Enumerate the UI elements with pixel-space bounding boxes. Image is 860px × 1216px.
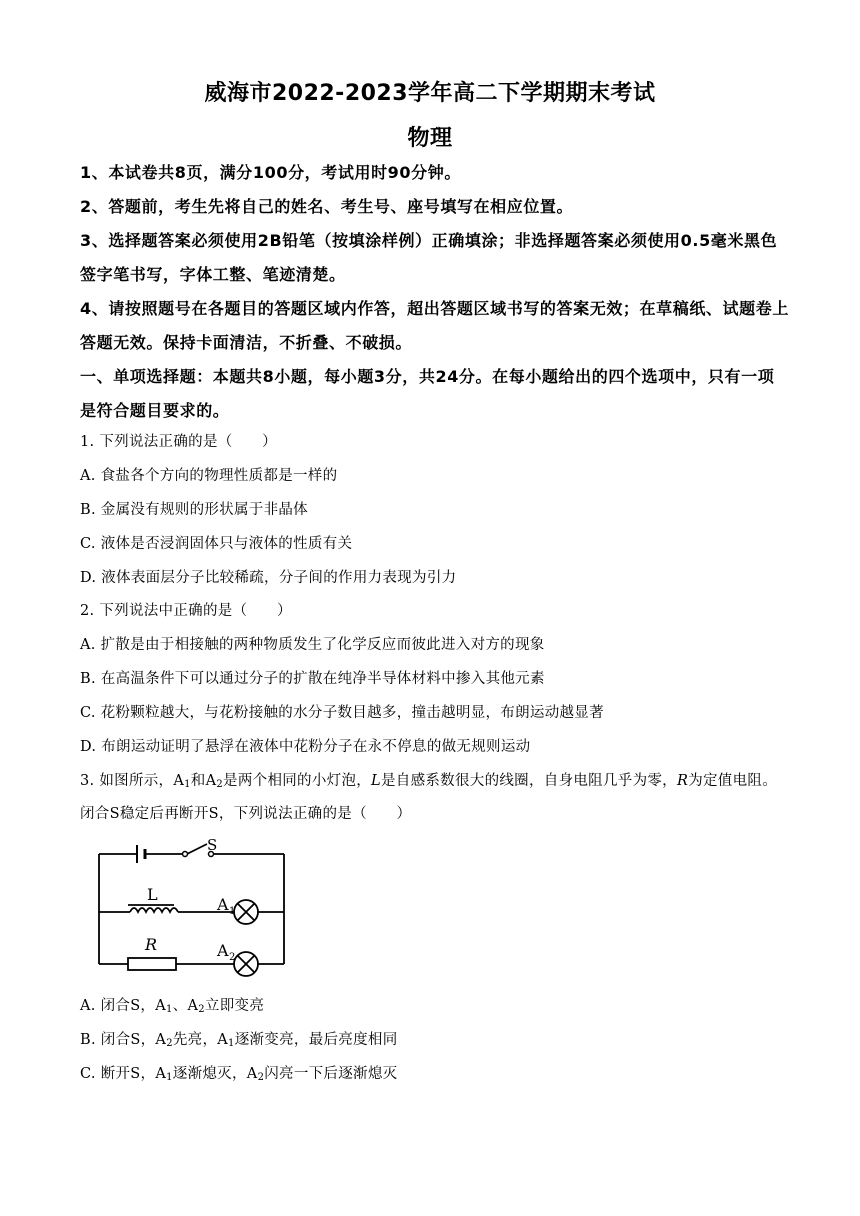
inductor-label: L xyxy=(147,885,158,904)
q2-option-b: B. 在高温条件下可以通过分子的扩散在纯净半导体材料中掺入其他元素 xyxy=(80,671,545,687)
q3-stem: 3. 如图所示，$A_1$和$A_2$是两个相同的小灯泡，L是自感系数很大的线圈，自身电阻几乎为零，R为定值电阻。 xyxy=(80,773,778,790)
q2-stem: 2. 下列说法中正确的是（ ） xyxy=(80,603,292,619)
q3-stem-line-2: 闭合S稳定后再断开S，下列说法正确的是（ ） xyxy=(80,806,412,822)
q1-option-b: B. 金属没有规则的形状属于非晶体 xyxy=(80,502,308,518)
q2-option-d: D. 布朗运动证明了悬浮在液体中花粉分子在永不停息的做无规则运动 xyxy=(80,739,531,755)
inductor-coil xyxy=(130,908,178,912)
note-1: 1、本试卷共8页，满分100分，考试用时90分钟。 xyxy=(80,163,461,182)
note-3: 3、选择题答案必须使用2B铅笔（按填涂样例）正确填涂；非选择题答案必须使用0.5毫米黑色签字笔书写，字体工整、笔迹清楚。 xyxy=(80,231,778,284)
q1-option-d: D. 液体表面层分子比较稀疏，分子间的作用力表现为引力 xyxy=(80,570,457,586)
q3-option-c: C. 断开S，$A_1$逐渐熄灭，$A_2$闪亮一下后逐渐熄灭 xyxy=(80,1066,398,1083)
q1-option-a: A. 食盐各个方向的物理性质都是一样的 xyxy=(80,468,338,484)
exam-title: 威海市2022-2023学年高二下学期期末考试 xyxy=(204,81,656,106)
lamp-a1-subscript: 1 xyxy=(229,906,236,917)
subject-title: 物理 xyxy=(407,126,453,151)
resistor-label: R xyxy=(145,935,158,954)
q1-option-c: C. 液体是否浸润固体只与液体的性质有关 xyxy=(80,536,353,552)
switch-contact-left xyxy=(183,852,188,857)
switch-blade xyxy=(187,844,207,854)
switch-label: S xyxy=(207,836,218,854)
q2-option-a: A. 扩散是由于相接触的两种物质发生了化学反应而彼此进入对方的现象 xyxy=(80,637,545,653)
resistor xyxy=(128,958,176,970)
q3-option-a: A. 闭合S，$A_1$、$A_2$立即变亮 xyxy=(80,998,265,1015)
circuit-diagram xyxy=(95,832,295,977)
q2-option-c: C. 花粉颗粒越大，与花粉接触的水分子数目越多，撞击越明显，布朗运动越显著 xyxy=(80,705,604,721)
note-4: 4、请按照题号在各题目的答题区域内作答，超出答题区域书写的答案无效；在草稿纸、试题卷上答题无效。保持卡面清洁，不折叠、不破损。 xyxy=(80,299,789,352)
lamp-a2-subscript: 2 xyxy=(229,952,236,963)
lamp-a1-label: A xyxy=(217,895,229,914)
q3-option-b: B. 闭合S，$A_2$先亮，$A_1$逐渐变亮，最后亮度相同 xyxy=(80,1032,398,1049)
q1-stem: 1. 下列说法正确的是（ ） xyxy=(80,434,277,450)
note-2: 2、答题前，考生先将自己的姓名、考生号、座号填写在相应位置。 xyxy=(80,197,574,216)
section-1-heading: 一、单项选择题：本题共8小题，每小题3分，共24分。在每小题给出的四个选项中，只有一项是符合题目要求的。 xyxy=(80,367,775,420)
lamp-a2-label: A xyxy=(217,941,229,960)
